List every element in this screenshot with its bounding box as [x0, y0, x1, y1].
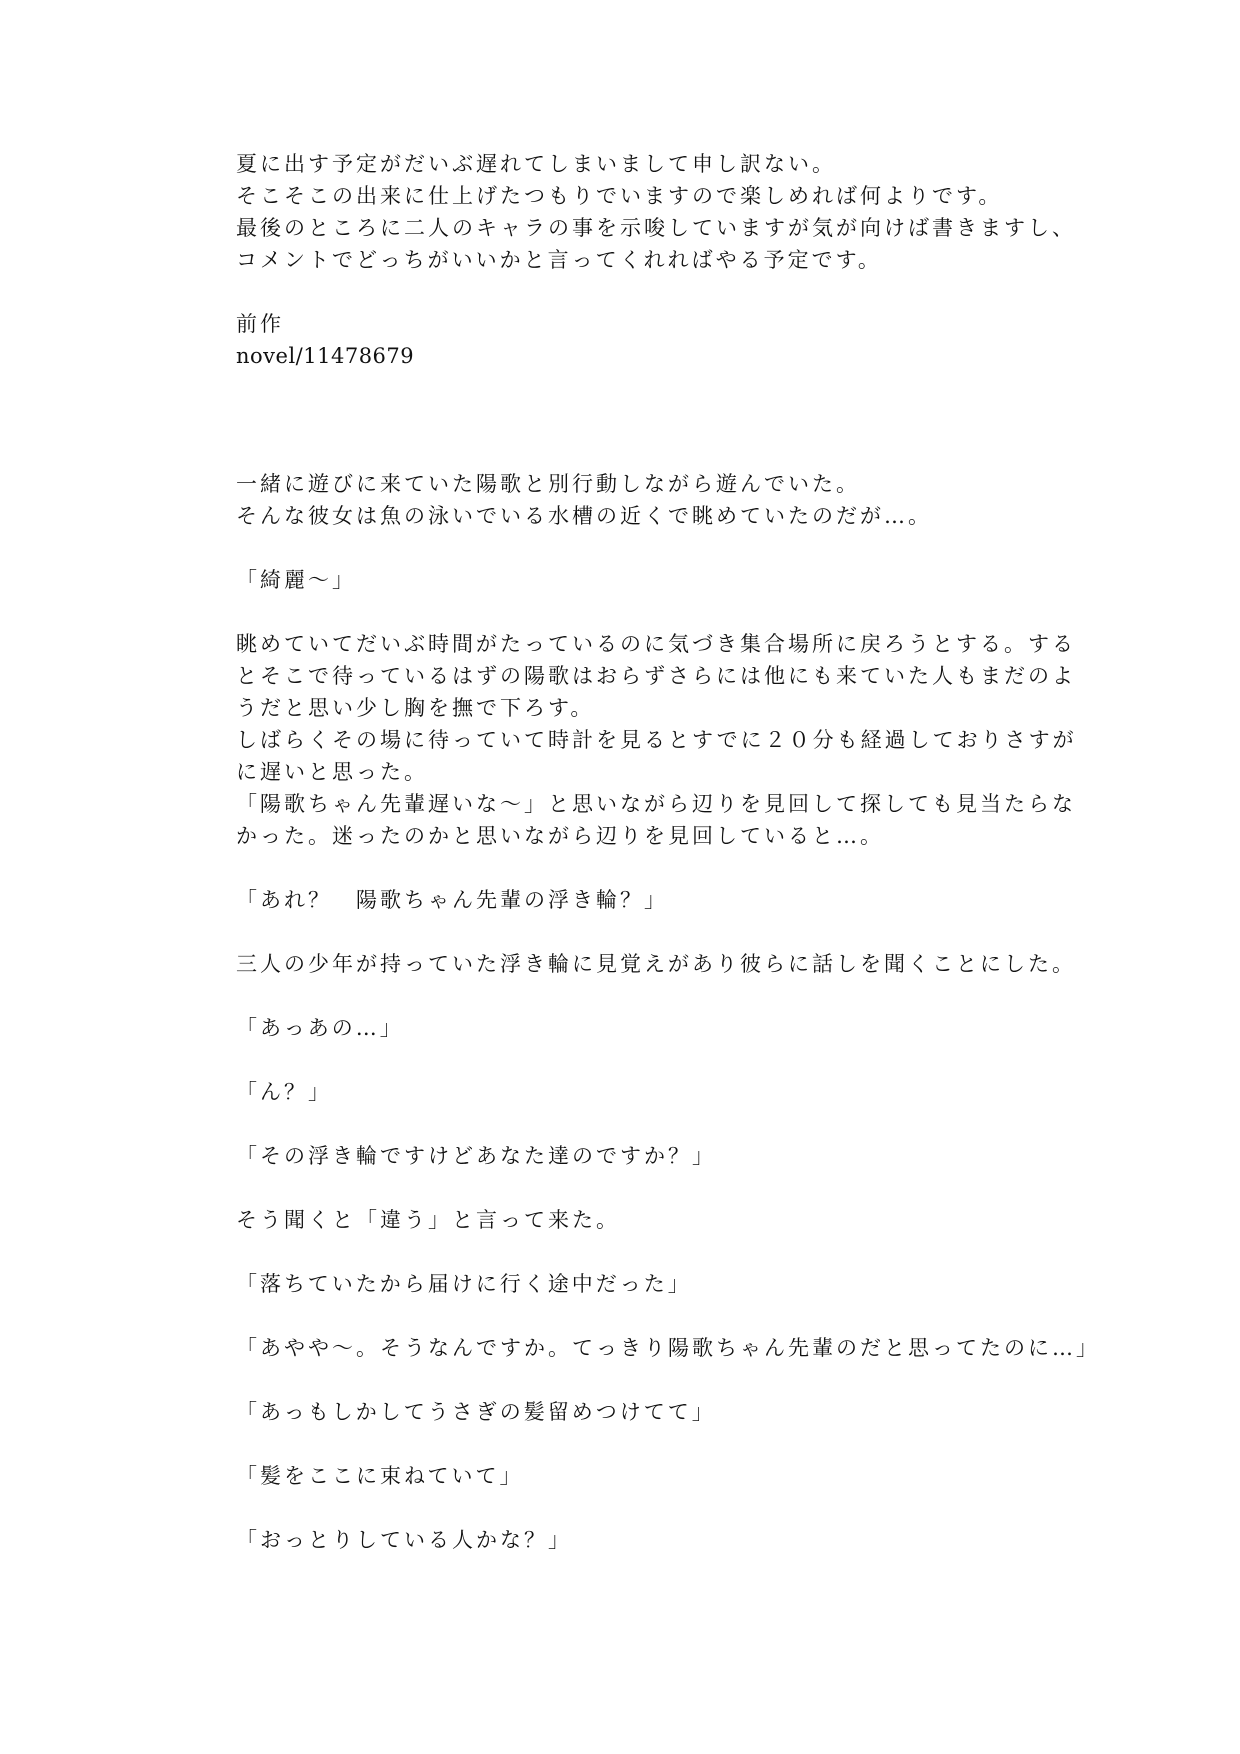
dialogue-line: 「あっあの…」	[236, 1016, 404, 1040]
story-line: そう聞くと「違う」と言って来た。	[236, 1208, 620, 1232]
dialogue-line: 「おっとりしている人かな？」	[236, 1528, 572, 1552]
blank-line	[236, 1428, 1016, 1460]
blank-line	[236, 852, 1016, 884]
story-line: そんな彼女は魚の泳いでいる水槽の近くで眺めていたのだが…。	[236, 504, 932, 528]
dialogue-line: 「落ちていたから届けに行く途中だった」	[236, 1272, 692, 1296]
story-line: 「陽歌ちゃん先輩遅いな〜」と思いながら辺りを見回して探しても見当たらな	[236, 792, 1076, 816]
previous-work-link: novel/11478679	[236, 344, 415, 368]
story-section	[236, 468, 1100, 1556]
document-page	[236, 148, 1100, 1556]
story-line: 一緒に遊びに来ていた陽歌と別行動しながら遊んでいた。	[236, 472, 860, 496]
blank-line	[236, 1044, 1016, 1076]
blank-line	[236, 1108, 1016, 1140]
preface-section	[236, 148, 1076, 372]
blank-line	[236, 276, 1016, 308]
preface-line: そこそこの出来に仕上げたつもりでいますので楽しめれば何よりです。	[236, 184, 1003, 208]
preface-line: 夏に出す予定がだいぶ遅れてしまいまして申し訳ない。	[236, 152, 836, 176]
story-line: しばらくその場に待っていて時計を見るとすでに２０分も経過しておりさすが	[236, 728, 1077, 752]
story-line: とそこで待っているはずの陽歌はおらずさらには他にも来ていた人もまだのよ	[236, 664, 1076, 688]
story-line: に遅いと思った。	[236, 760, 428, 784]
dialogue-line: 「綺麗〜」	[236, 568, 356, 592]
dialogue-line: 「ん？」	[236, 1080, 332, 1104]
blank-line	[236, 1172, 1016, 1204]
section-spacer	[236, 372, 1016, 468]
dialogue-line: 「その浮き輪ですけどあなた達のですか？」	[236, 1144, 716, 1168]
blank-line	[236, 1300, 1016, 1332]
story-line: 眺めていてだいぶ時間がたっているのに気づき集合場所に戻ろうとする。する	[236, 632, 1076, 656]
preface-line: コメントでどっちがいいかと言ってくれればやる予定です。	[236, 248, 882, 272]
story-line: 三人の少年が持っていた浮き輪に見覚えがあり彼らに話しを聞くことにした。	[236, 952, 1076, 976]
blank-line	[236, 596, 1016, 628]
previous-work-label: 前作	[236, 312, 284, 336]
blank-line	[236, 1364, 1016, 1396]
blank-line	[236, 532, 1016, 564]
blank-line	[236, 980, 1016, 1012]
dialogue-line: 「髪をここに束ねていて」	[236, 1464, 524, 1488]
preface-line: 最後のところに二人のキャラの事を示唆していますが気が向けば書きますし、	[236, 216, 1076, 240]
blank-line	[236, 1236, 1016, 1268]
dialogue-line: 「あっもしかしてうさぎの髪留めつけてて」	[236, 1400, 716, 1424]
blank-line	[236, 1492, 1016, 1524]
dialogue-line: 「あやや〜。そうなんですか。てっきり陽歌ちゃん先輩のだと思ってたのに…」	[236, 1336, 1100, 1360]
story-line: うだと思い少し胸を撫で下ろす。	[236, 696, 595, 720]
story-line: かった。迷ったのかと思いながら辺りを見回していると…。	[236, 824, 884, 848]
dialogue-line: 「あれ？ 陽歌ちゃん先輩の浮き輪？」	[236, 888, 668, 912]
blank-line	[236, 916, 1016, 948]
